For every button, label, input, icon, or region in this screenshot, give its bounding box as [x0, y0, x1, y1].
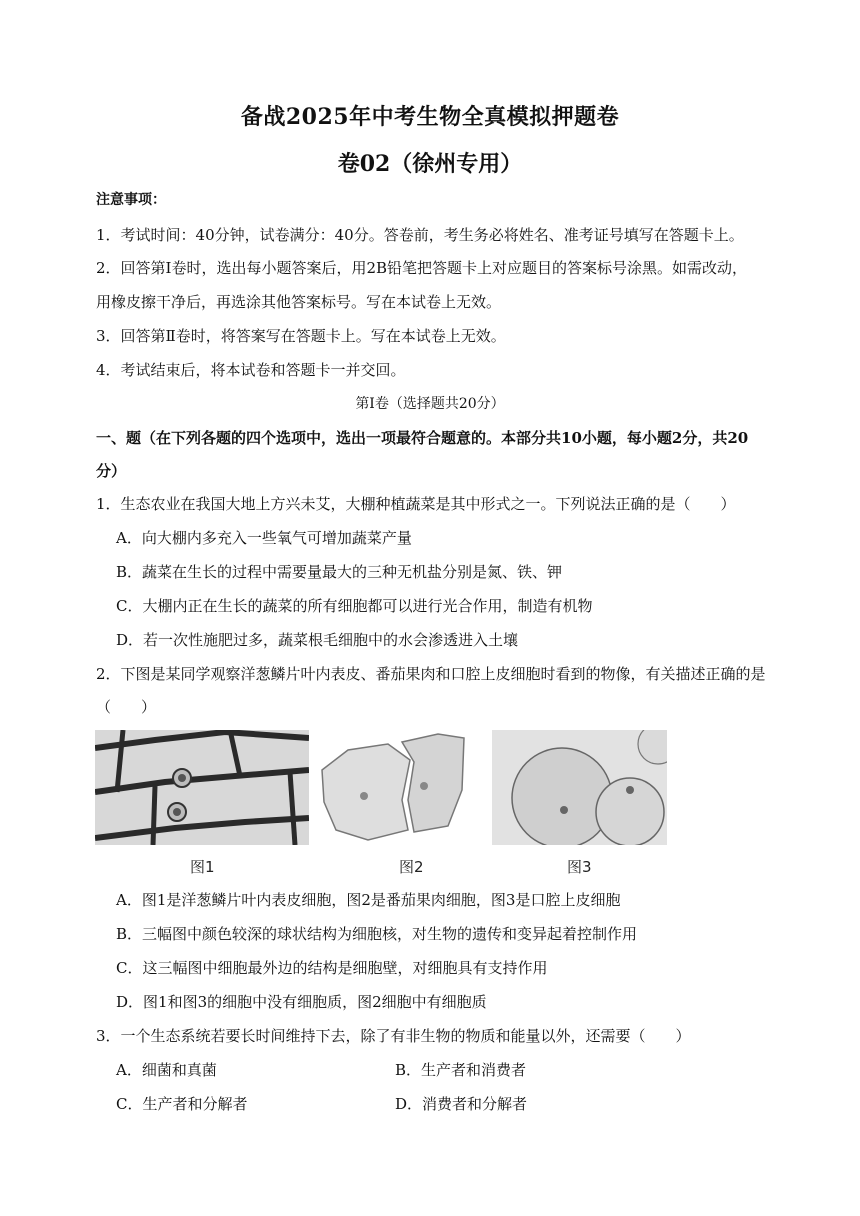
question-3-option-d: D．消费者和分解者	[395, 1095, 528, 1113]
question-1-stem: 1．生态农业在我国大地上方兴未艾，大棚种植蔬菜是其中形式之一。下列说法正确的是（ ）	[96, 495, 736, 513]
exam-title: 备战2025年中考生物全真模拟押题卷	[240, 104, 620, 130]
notice-item: 2．回答第Ⅰ卷时，选出每小题答案后，用2B铅笔把答题卡上对应题目的答案标号涂黑。如需改动，	[96, 259, 748, 277]
figure-3-caption: 图3	[567, 858, 592, 876]
figure-2-caption: 图2	[399, 858, 424, 876]
figure-3-tomato-cells	[492, 730, 667, 845]
question-3-option-b: B．生产者和消费者	[395, 1061, 527, 1079]
notice-item: 3．回答第Ⅱ卷时，将答案写在答题卡上。写在本试卷上无效。	[96, 327, 506, 345]
question-2-option-c: C．这三幅图中细胞最外边的结构是细胞壁，对细胞具有支持作用	[116, 959, 548, 977]
notice-item: 4．考试结束后，将本试卷和答题卡一并交回。	[96, 361, 406, 379]
exam-subtitle: 卷02（徐州专用）	[337, 151, 523, 177]
question-2-stem-cont: （ ）	[96, 698, 157, 716]
question-2-option-a: A．图1是洋葱鳞片叶内表皮细胞，图2是番茄果肉细胞，图3是口腔上皮细胞	[116, 891, 621, 909]
question-2-stem: 2．下图是某同学观察洋葱鳞片叶内表皮、番茄果肉和口腔上皮细胞时看到的物像，有关描述正确的是	[96, 665, 766, 683]
question-3-option-c: C．生产者和分解者	[116, 1095, 248, 1113]
notice-heading: 注意事项：	[96, 192, 166, 208]
question-1-option-b: B．蔬菜在生长的过程中需要量最大的三种无机盐分别是氮、铁、钾	[116, 563, 563, 581]
question-1-option-a: A．向大棚内多充入一些氧气可增加蔬菜产量	[116, 529, 412, 547]
notice-item: 1．考试时间：40分钟，试卷满分：40分。答卷前，考生务必将姓名、准考证号填写在答题卡上。	[96, 226, 744, 244]
notice-item: 用橡皮擦干净后，再选涂其他答案标号。写在本试卷上无效。	[96, 293, 502, 311]
question-3-option-a: A．细菌和真菌	[116, 1061, 217, 1079]
question-2-option-b: B．三幅图中颜色较深的球状结构为细胞核，对生物的遗传和变异起着控制作用	[116, 925, 638, 943]
question-3-stem: 3．一个生态系统若要长时间维持下去，除了有非生物的物质和能量以外，还需要（ ）	[96, 1027, 691, 1045]
question-2-option-d: D．图1和图3的细胞中没有细胞质，图2细胞中有细胞质	[116, 993, 487, 1011]
section-instruction: 一、题（在下列各题的四个选项中，选出一项最符合题意的。本部分共10小题，每小题2分，共20	[96, 429, 749, 447]
figure-1-caption: 图1	[190, 858, 215, 876]
section-title: 第Ⅰ卷（选择题共20分）	[355, 396, 505, 412]
question-1-option-c: C．大棚内正在生长的蔬菜的所有细胞都可以进行光合作用，制造有机物	[116, 597, 593, 615]
figure-1-onion-cells	[95, 730, 309, 845]
figure-2-epithelial-cells	[318, 730, 466, 845]
section-instruction-cont: 分）	[96, 462, 127, 480]
question-1-option-d: D．若一次性施肥过多，蔬菜根毛细胞中的水会渗透进入土壤	[116, 631, 519, 649]
